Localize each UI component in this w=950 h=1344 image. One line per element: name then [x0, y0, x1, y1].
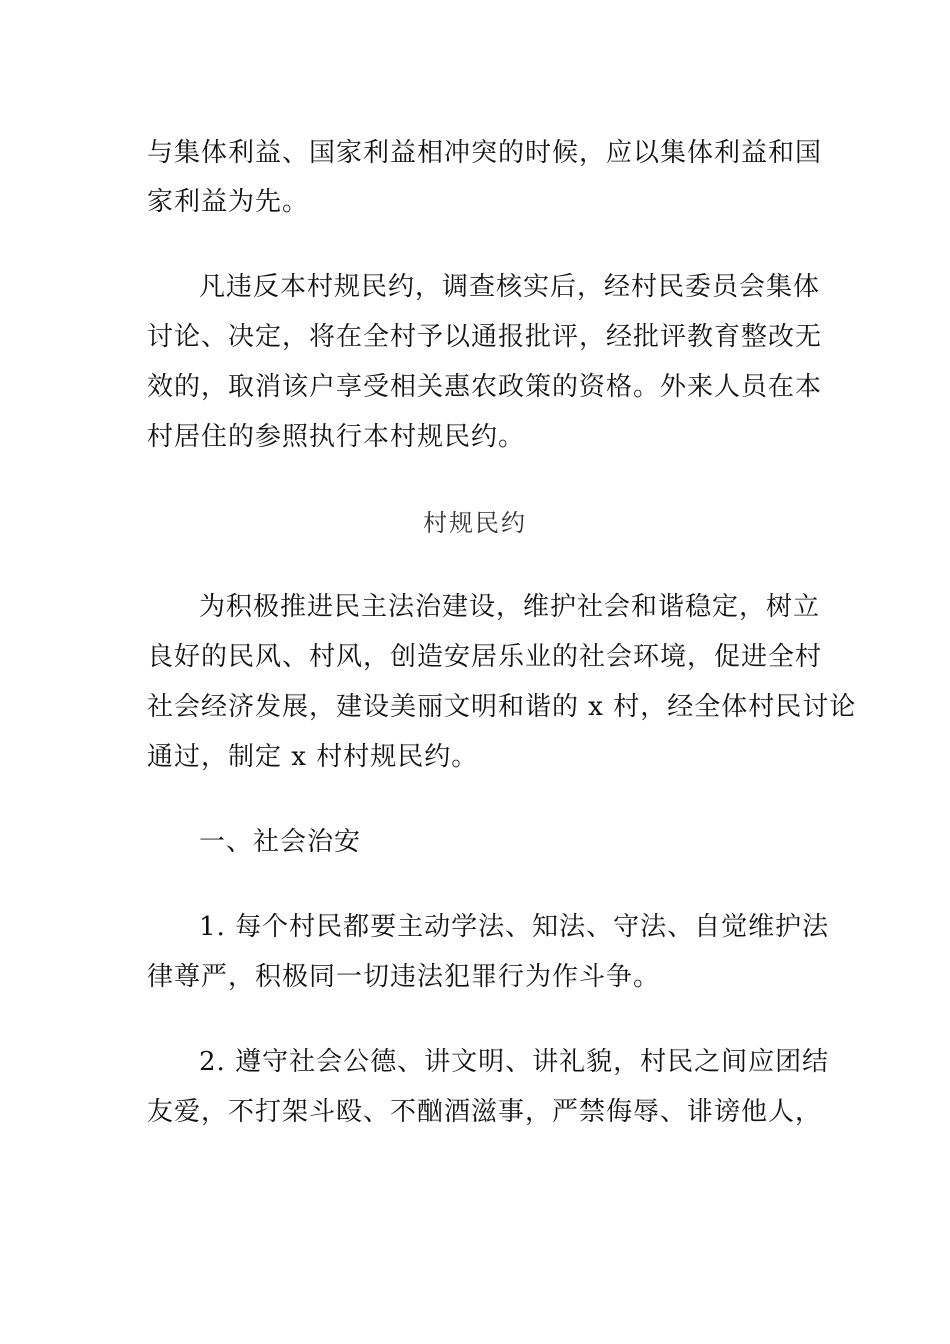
section-heading-social-security: 一、社会治安 — [199, 827, 362, 857]
paragraph-2-line-4: 村居住的参照执行本村规民约。 — [147, 422, 526, 452]
paragraph-2-line-1: 凡违反本村规民约，调查核实后，经村民委员会集体 — [199, 272, 821, 302]
paragraph-2-line-3: 效的，取消该户享受相关惠农政策的资格。外来人员在本 — [147, 372, 823, 402]
section-title: 村规民约 — [423, 509, 527, 537]
paragraph-3-line-4: 通过，制定 x 村村规民约。 — [147, 742, 479, 772]
item-2-line-2: 友爱，不打架斗殴、不酗酒滋事，严禁侮辱、诽谤他人， — [147, 1097, 823, 1127]
paragraph-2-line-2: 讨论、决定，将在全村予以通报批评，经批评教育整改无 — [147, 322, 823, 352]
item-2-line-1: 2. 遵守社会公德、讲文明、讲礼貌，村民之间应团结 — [199, 1047, 830, 1077]
paragraph-1-line-1: 与集体利益、国家利益相冲突的时候，应以集体利益和国 — [147, 138, 823, 168]
item-1-line-1: 1. 每个村民都要主动学法、知法、守法、自觉维护法 — [199, 912, 830, 942]
paragraph-3-line-1: 为积极推进民主法治建设，维护社会和谐稳定，树立 — [199, 592, 821, 622]
paragraph-3-line-2: 良好的民风、村风，创造安居乐业的社会环境，促进全村 — [147, 642, 823, 672]
paragraph-3-line-3: 社会经济发展，建设美丽文明和谐的 x 村，经全体村民讨论 — [147, 692, 857, 722]
paragraph-1-line-2: 家利益为先。 — [147, 187, 310, 217]
item-1-line-2: 律尊严，积极同一切违法犯罪行为作斗争。 — [147, 962, 661, 992]
